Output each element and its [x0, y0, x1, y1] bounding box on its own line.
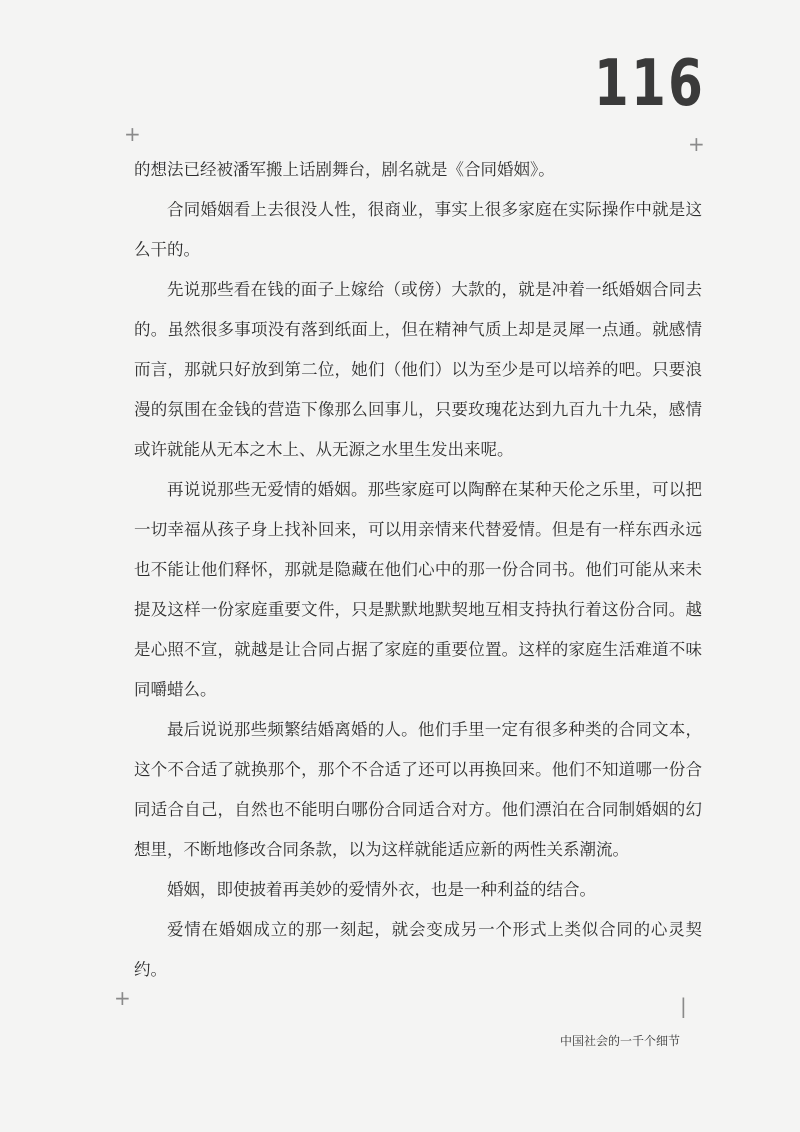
paragraph: 最后说说那些频繁结婚离婚的人。他们手里一定有很多种类的合同文本，这个不合适了就换那个，那个不合适了还可以再换回来。他们不知道哪一份合同适合自己，自然也不能明白哪份合同适合对方。他们漂泊在合同制婚姻的幻想里，不断地修改合同条款，以为这样就能适应新的两性关系潮流。	[134, 720, 702, 859]
paragraph: 合同婚姻看上去很没人性，很商业，事实上很多家庭在实际操作中就是这么干的。	[134, 200, 702, 259]
paragraph-continued: 的想法已经被潘军搬上话剧舞台，剧名就是《合同婚姻》。	[134, 160, 555, 179]
page-number: 116	[594, 47, 706, 121]
paragraph: 爱情在婚姻成立的那一刻起，就会变成另一个形式上类似合同的心灵契约。	[134, 920, 702, 979]
crop-mark-bottom-left: +	[114, 986, 131, 1010]
body-text	[134, 150, 702, 990]
running-footer: 中国社会的一千个细节	[560, 1034, 681, 1048]
paragraph: 再说说那些无爱情的婚姻。那些家庭可以陶醉在某种天伦之乐里，可以把一切幸福从孩子身上找补回来，可以用亲情来代替爱情。但是有一样东西永远也不能让他们释怀，那就是隐藏在他们心中的那一份合同书。他们可能从来未提及这样一份家庭重要文件，只是默默地默契地互相支持执行着这份合同。越是心照不宣，就越是让合同占据了家庭的重要位置。这样的家庭生活难道不味同嚼蜡么。	[134, 480, 702, 699]
paragraph: 婚姻，即使披着再美妙的爱情外衣，也是一种利益的结合。	[167, 880, 596, 899]
crop-mark-top-right: +	[688, 132, 705, 156]
crop-mark-bottom-right: |	[680, 994, 687, 1018]
paragraph: 先说那些看在钱的面子上嫁给（或傍）大款的，就是冲着一纸婚姻合同去的。虽然很多事项没有落到纸面上，但在精神气质上却是灵犀一点通。就感情而言，那就只好放到第二位，她们（他们）以为至少是可以培养的吧。只要浪漫的氛围在金钱的营造下像那么回事儿，只要玫瑰花达到九百九十九朵，感情或许就能从无本之木上、从无源之水里生发出来呢。	[134, 280, 702, 459]
crop-mark-top-left: +	[124, 122, 141, 146]
